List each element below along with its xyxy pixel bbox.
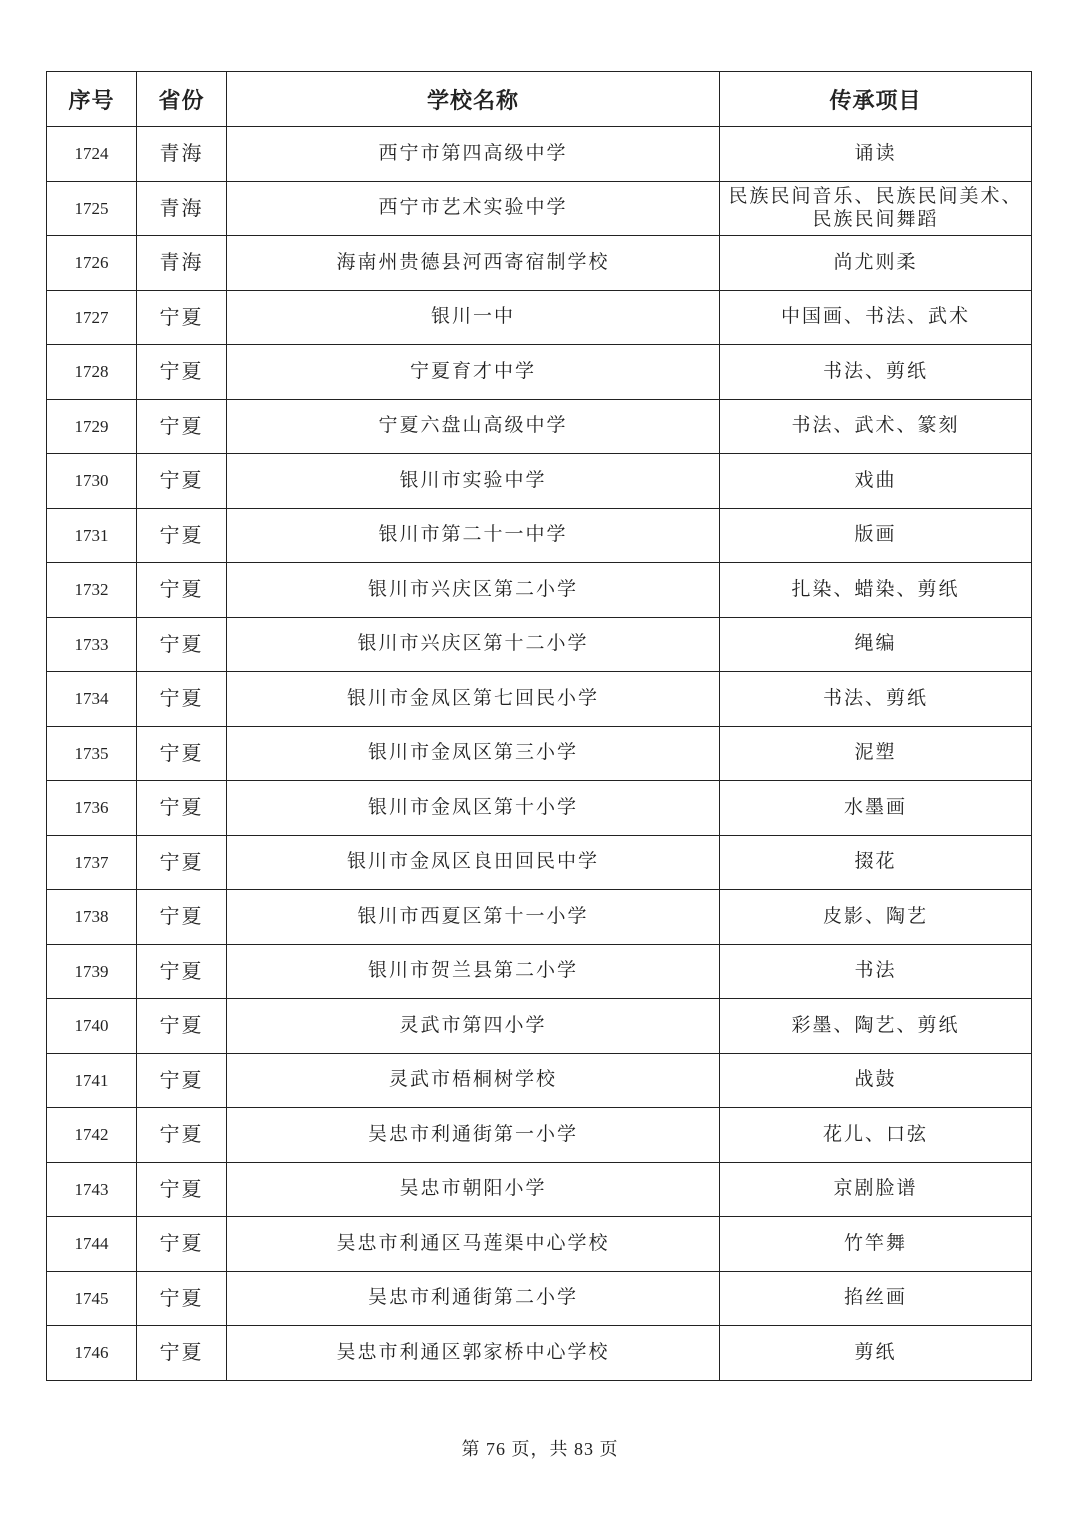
row-school-cell: 吴忠市利通区郭家桥中心学校: [227, 1326, 720, 1381]
row-school-cell: 西宁市第四高级中学: [227, 127, 720, 182]
row-index-cell: 1737: [47, 835, 137, 890]
row-school-cell: 银川一中: [227, 290, 720, 345]
row-index-cell: 1726: [47, 236, 137, 291]
table-row: [47, 999, 1032, 1054]
row-school-cell: 银川市金凤区第三小学: [227, 726, 720, 781]
row-project-cell: 花儿、口弦: [720, 1108, 1032, 1163]
row-project-cell: 战鼓: [720, 1053, 1032, 1108]
row-index-cell: 1733: [47, 617, 137, 672]
row-project-cell: 扎染、蜡染、剪纸: [720, 563, 1032, 618]
row-project-cell: 书法、剪纸: [720, 672, 1032, 727]
row-index-cell: 1724: [47, 127, 137, 182]
row-index-cell: 1727: [47, 290, 137, 345]
row-province-cell: 宁夏: [137, 672, 227, 727]
row-province-cell: 青海: [137, 181, 227, 236]
row-index-cell: 1745: [47, 1271, 137, 1326]
row-province-cell: 宁夏: [137, 508, 227, 563]
row-province-cell: 宁夏: [137, 345, 227, 400]
row-school-cell: 银川市金凤区第七回民小学: [227, 672, 720, 727]
row-project-cell: 京剧脸谱: [720, 1162, 1032, 1217]
table-row: [47, 236, 1032, 291]
row-project-cell: 书法: [720, 944, 1032, 999]
row-project-cell: 尚尤则柔: [720, 236, 1032, 291]
row-index-cell: 1730: [47, 454, 137, 509]
row-school-cell: 银川市第二十一中学: [227, 508, 720, 563]
header-index: 序号: [47, 72, 137, 127]
table-row: [47, 781, 1032, 836]
row-project-cell: 中国画、书法、武术: [720, 290, 1032, 345]
table-row: [47, 617, 1032, 672]
row-province-cell: 宁夏: [137, 454, 227, 509]
row-school-cell: 银川市实验中学: [227, 454, 720, 509]
table-row: [47, 290, 1032, 345]
header-project: 传承项目: [720, 72, 1032, 127]
row-index-cell: 1740: [47, 999, 137, 1054]
row-school-cell: 灵武市第四小学: [227, 999, 720, 1054]
row-province-cell: 青海: [137, 127, 227, 182]
table-row: [47, 127, 1032, 182]
table-body: [47, 127, 1032, 1381]
row-school-cell: 银川市贺兰县第二小学: [227, 944, 720, 999]
table-row: [47, 890, 1032, 945]
row-province-cell: 宁夏: [137, 835, 227, 890]
row-province-cell: 宁夏: [137, 726, 227, 781]
table-row: [47, 1271, 1032, 1326]
row-project-cell: 彩墨、陶艺、剪纸: [720, 999, 1032, 1054]
school-list-table: [46, 71, 1032, 1381]
row-index-cell: 1734: [47, 672, 137, 727]
table-row: [47, 1053, 1032, 1108]
row-school-cell: 吴忠市利通街第二小学: [227, 1271, 720, 1326]
row-province-cell: 宁夏: [137, 1162, 227, 1217]
row-province-cell: 青海: [137, 236, 227, 291]
row-province-cell: 宁夏: [137, 290, 227, 345]
row-school-cell: 吴忠市利通区马莲渠中心学校: [227, 1217, 720, 1272]
row-project-cell: 戏曲: [720, 454, 1032, 509]
table-row: [47, 508, 1032, 563]
table-row: [47, 454, 1032, 509]
row-project-cell: 皮影、陶艺: [720, 890, 1032, 945]
table-row: [47, 835, 1032, 890]
row-project-cell: 绳编: [720, 617, 1032, 672]
row-project-cell: 书法、武术、篆刻: [720, 399, 1032, 454]
row-index-cell: 1728: [47, 345, 137, 400]
row-school-cell: 银川市金凤区第十小学: [227, 781, 720, 836]
row-province-cell: 宁夏: [137, 1326, 227, 1381]
row-project-cell: 书法、剪纸: [720, 345, 1032, 400]
row-index-cell: 1731: [47, 508, 137, 563]
row-school-cell: 西宁市艺术实验中学: [227, 181, 720, 236]
table-row: [47, 563, 1032, 618]
row-index-cell: 1735: [47, 726, 137, 781]
row-project-cell: 民族民间音乐、民族民间美术、民族民间舞蹈: [720, 181, 1032, 236]
row-school-cell: 灵武市梧桐树学校: [227, 1053, 720, 1108]
table-row: [47, 1162, 1032, 1217]
table-row: [47, 181, 1032, 236]
row-province-cell: 宁夏: [137, 999, 227, 1054]
row-index-cell: 1738: [47, 890, 137, 945]
row-index-cell: 1741: [47, 1053, 137, 1108]
row-school-cell: 吴忠市利通街第一小学: [227, 1108, 720, 1163]
row-school-cell: 银川市金凤区良田回民中学: [227, 835, 720, 890]
page-number: 第 76 页，共 83 页: [461, 1439, 619, 1459]
row-index-cell: 1743: [47, 1162, 137, 1217]
table-row: [47, 726, 1032, 781]
row-project-cell: 竹竿舞: [720, 1217, 1032, 1272]
row-province-cell: 宁夏: [137, 944, 227, 999]
row-project-cell: 诵读: [720, 127, 1032, 182]
table-header-row: [47, 72, 1032, 127]
row-province-cell: 宁夏: [137, 781, 227, 836]
row-index-cell: 1729: [47, 399, 137, 454]
header-province: 省份: [137, 72, 227, 127]
table-row: [47, 1326, 1032, 1381]
row-project-cell: 水墨画: [720, 781, 1032, 836]
row-index-cell: 1744: [47, 1217, 137, 1272]
row-project-cell: 掇花: [720, 835, 1032, 890]
table-row: [47, 399, 1032, 454]
table-row: [47, 672, 1032, 727]
table-row: [47, 944, 1032, 999]
table-row: [47, 345, 1032, 400]
row-project-cell: 掐丝画: [720, 1271, 1032, 1326]
row-index-cell: 1739: [47, 944, 137, 999]
row-school-cell: 银川市兴庆区第十二小学: [227, 617, 720, 672]
row-province-cell: 宁夏: [137, 1217, 227, 1272]
row-index-cell: 1746: [47, 1326, 137, 1381]
row-project-cell: 泥塑: [720, 726, 1032, 781]
row-school-cell: 海南州贵德县河西寄宿制学校: [227, 236, 720, 291]
row-province-cell: 宁夏: [137, 1108, 227, 1163]
row-school-cell: 宁夏六盘山高级中学: [227, 399, 720, 454]
row-province-cell: 宁夏: [137, 890, 227, 945]
table-row: [47, 1217, 1032, 1272]
row-province-cell: 宁夏: [137, 1053, 227, 1108]
table-row: [47, 1108, 1032, 1163]
row-province-cell: 宁夏: [137, 1271, 227, 1326]
row-project-cell: 版画: [720, 508, 1032, 563]
row-school-cell: 银川市兴庆区第二小学: [227, 563, 720, 618]
row-project-cell: 剪纸: [720, 1326, 1032, 1381]
row-province-cell: 宁夏: [137, 563, 227, 618]
row-school-cell: 银川市西夏区第十一小学: [227, 890, 720, 945]
row-index-cell: 1725: [47, 181, 137, 236]
row-province-cell: 宁夏: [137, 617, 227, 672]
row-index-cell: 1742: [47, 1108, 137, 1163]
header-school: 学校名称: [227, 72, 720, 127]
row-school-cell: 吴忠市朝阳小学: [227, 1162, 720, 1217]
row-province-cell: 宁夏: [137, 399, 227, 454]
row-index-cell: 1736: [47, 781, 137, 836]
row-school-cell: 宁夏育才中学: [227, 345, 720, 400]
row-index-cell: 1732: [47, 563, 137, 618]
